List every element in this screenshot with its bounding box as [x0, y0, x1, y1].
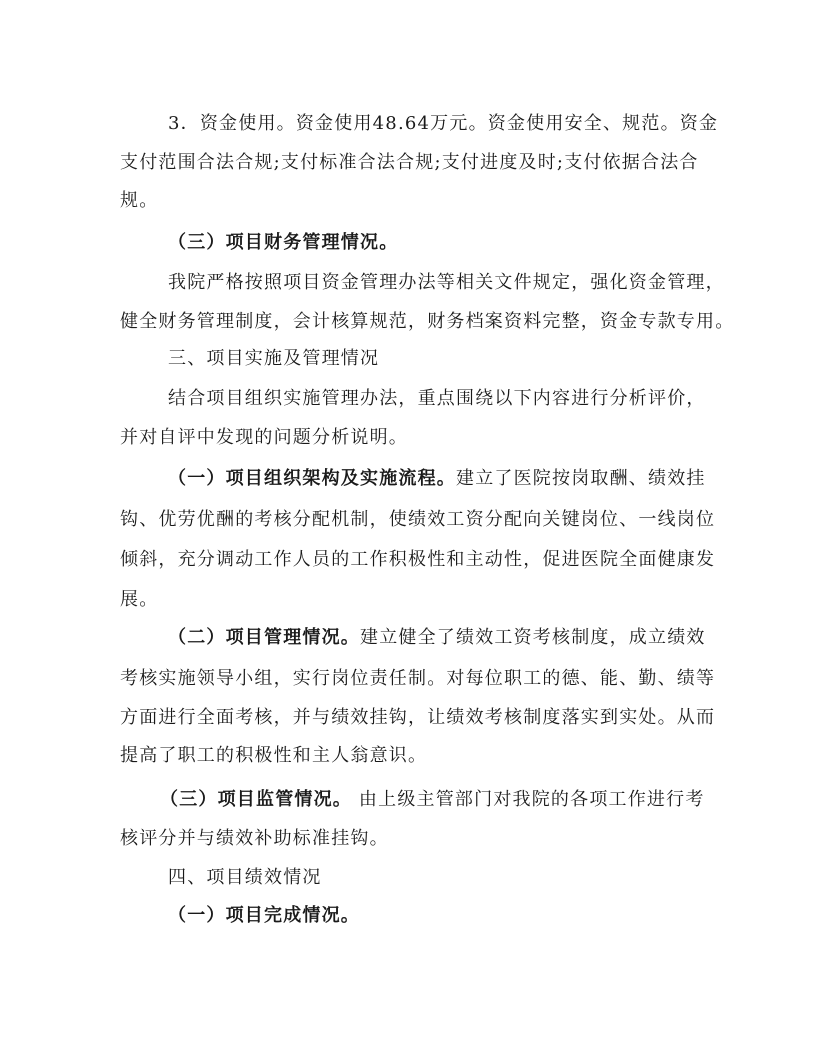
project-mgmt-line-3: 方面进行全面考核，并与绩效挂钩，让绩效考核制度落实到实处。从而	[120, 707, 716, 728]
org-structure-text: 建立了医院按岗取酬、绩效挂	[456, 468, 706, 489]
supervision-lead: （三）项目监管情况。	[160, 789, 352, 810]
supervision-line-2: 核评分并与绩效补助标准挂钩。	[120, 828, 389, 849]
project-mgmt-line-1	[168, 626, 706, 650]
section-3-intro-line-1: 结合项目组织实施管理办法，重点围绕以下内容进行分析评价，	[168, 388, 706, 409]
org-structure-line-2: 钩、优劳优酬的考核分配机制，使绩效工资分配向关键岗位、一线岗位	[120, 509, 716, 530]
fund-usage-line-2: 支付范围合法合规;支付标准合法合规;支付进度及时;支付依据合法合	[120, 152, 699, 173]
completion-heading: （一）项目完成情况。	[168, 905, 360, 926]
project-mgmt-line-2: 考核实施领导小组，实行岗位责任制。对每位职工的德、能、勤、绩等	[120, 668, 716, 689]
finance-mgmt-line-2: 健全财务管理制度，会计核算规范，财务档案资料完整，资金专款专用。	[120, 311, 735, 332]
supervision-text: 由上级主管部门对我院的各项工作进行考	[352, 789, 705, 810]
section-3-heading: 三、项目实施及管理情况	[168, 348, 380, 369]
section-3-intro-line-2: 并对自评中发现的问题分析说明。	[120, 427, 408, 448]
project-mgmt-line-4: 提高了职工的积极性和主人翁意识。	[120, 745, 428, 766]
project-mgmt-lead: （二）项目管理情况。	[168, 627, 360, 648]
finance-mgmt-line-1: 我院严格按照项目资金管理办法等相关文件规定，强化资金管理，	[168, 272, 725, 293]
section-4-heading: 四、项目绩效情况	[168, 867, 322, 888]
supervision-line-1	[160, 788, 705, 812]
org-structure-line-3: 倾斜，充分调动工作人员的工作积极性和主动性，促进医院全面健康发	[120, 549, 716, 570]
fund-usage-line-1: 3．资金使用。资金使用48.64万元。资金使用安全、规范。资金	[168, 113, 719, 134]
finance-mgmt-heading: （三）项目财务管理情况。	[168, 232, 399, 253]
org-structure-line-1	[168, 467, 706, 491]
org-structure-line-4: 展。	[120, 589, 159, 610]
fund-usage-line-3: 规。	[120, 190, 159, 211]
org-structure-lead: （一）项目组织架构及实施流程。	[168, 468, 456, 489]
project-mgmt-text: 建立健全了绩效工资考核制度，成立绩效	[360, 627, 706, 648]
